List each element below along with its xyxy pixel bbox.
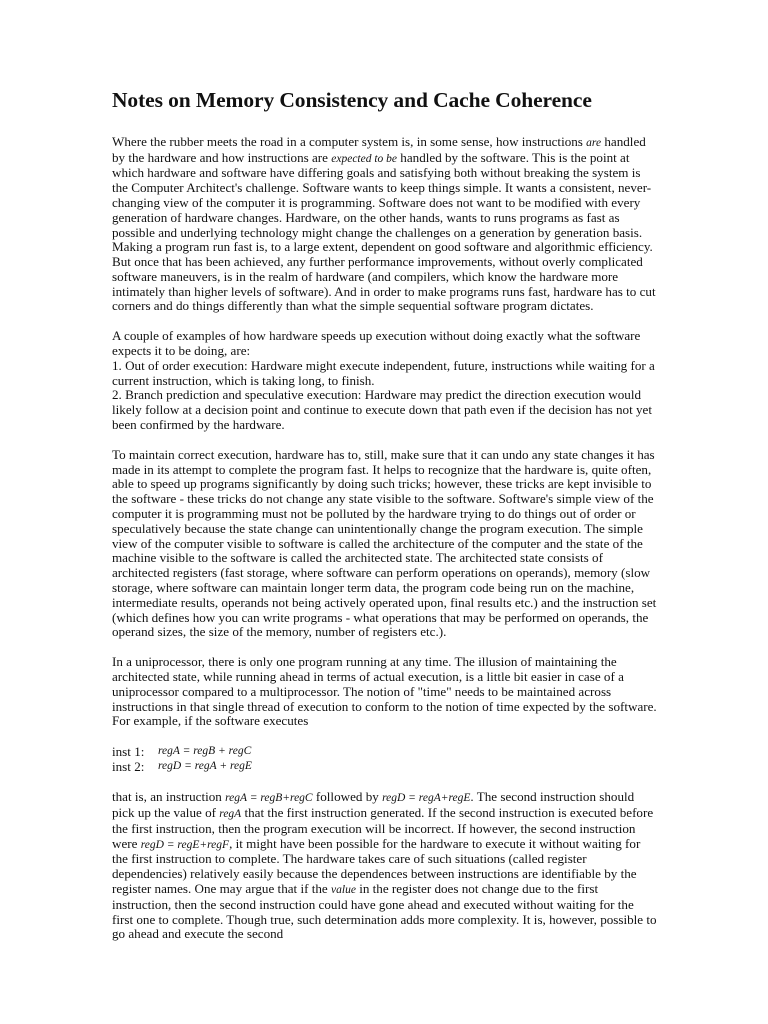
- code-expression: regA = regB + regC: [158, 745, 252, 758]
- text-span: . The second instruction should pick up the value of: [112, 789, 635, 820]
- text-span: , it might have been possible for the hardware to execute it without waiting for the first instruction to complete. The hardware takes care of such situations (called register dependencies) relatively easily because the dependences between instructions are identifiable by the register names. One may argue that if the: [112, 835, 641, 896]
- inline-expression: regA: [219, 808, 242, 820]
- inline-expression: regD = regE+regF: [140, 838, 230, 851]
- emphasis-are: are: [586, 136, 602, 149]
- text-span: in the register does not change due to the first instruction, then the second instruction could have gone ahead and executed without waiting for the first one to complete. Though true, such determination adds more complexity. It is, however, possible to go ahead and execute the second: [112, 880, 657, 942]
- inline-expression: regA = regB+regC: [225, 792, 313, 805]
- paragraph-uniprocessor: In a uniprocessor, there is only one program running at any time. The illusion of maintaining the architected state, while running ahead in terms of actual execution, is a little bit easier in case of a uniprocessor compared to a multiprocessor. The notion of "time" needs to be maintained across instructions in that single thread of execution to conform to the notion of time expected by the software. For example, if the software executes: [112, 654, 657, 729]
- text-span: handled by the hardware and how instructions are: [112, 133, 646, 165]
- inline-expression: regD = regA+regE: [382, 792, 471, 805]
- code-line: [112, 744, 728, 759]
- text-span: that the first instruction generated. If the second instruction is executed before the first instruction, then the program execution will be incorrect. If however, the second instruction were: [112, 805, 654, 851]
- emphasis-expected: expected to be: [331, 152, 398, 165]
- text-span: Where the rubber meets the road in a computer system is, in some sense, how instructions: [112, 133, 587, 149]
- code-block: [112, 744, 728, 774]
- code-line: [112, 759, 728, 774]
- paragraph-dependencies: [112, 790, 657, 942]
- text-span: that is, an instruction: [112, 789, 226, 805]
- paragraph-examples: [112, 329, 657, 433]
- page-title: Notes on Memory Consistency and Cache Coherence: [112, 88, 592, 112]
- paragraph-architected-state: To maintain correct execution, hardware has to, still, make sure that it can undo any state changes it has made in its attempt to complete the program fast. It helps to recognize that the hardware is, quite often, able to speed up programs significantly by doing such tricks; however, these tricks are kept invisible to the software - these tricks do not change any state visible to the software. Software's simple view of the computer it is programming must not be polluted by the hardware trying to do things out of order or speculatively because the state change can unintentionally change the program execution. The simple view of the computer visible to software is called the architecture of the computer and the state of the machine visible to the software is called the architected state. The architected state consists of architected registers (fast storage, where software can perform operations on operands), memory (slow storage, where software can maintain longer term data, the program code being run on the machine, intermediate results, operands not being actively operated upon, final results etc.) and the instruction set (which defines how you can write programs - what operations that may be performed on operands, the operand sizes, the size of the memory, number of registers etc.).: [112, 446, 657, 640]
- text-span: followed by: [312, 789, 383, 805]
- code-expression: regD = regA + regE: [158, 760, 252, 773]
- code-label: inst 2:: [112, 759, 145, 775]
- paragraph-intro: [112, 135, 657, 315]
- code-label: inst 1:: [112, 744, 145, 760]
- emphasis-value: value: [331, 883, 356, 896]
- text-span: handled by the software. This is the point at which hardware and software have differing goals and satisfying both without breaking the system is the Computer Architect's challenge. Software wants to keep things simple. It wants a consistent, never-changing view of the computer it is programming. Software does not want to be modified with every generation of hardware changes. Hardware, on the other hands, wants to runs programs as fast as possible and underlying technology might change the challenges on a generation by generation basis. Making a program run fast is, to a large extent, dependent on good software and algorithmic efficiency. But once that has been achieved, any further performance improvements, without overly complicated software maneuvers, is in the realm of hardware (and compilers, which know the hardware more intimately than higher levels of software). And in order to make programs runs fast, hardware has to cut corners and do things differently than what the simple sequential software program dictates.: [112, 149, 656, 314]
- examples-intro: A couple of examples of how hardware speeds up execution without doing exactly what the software expects it to be doing, are:: [112, 328, 641, 359]
- list-item-2: 2. Branch prediction and speculative execution: Hardware may predict the direction execution would likely follow at a decision point and continue to execute down that path even if the decision has not yet been confirmed by the hardware.: [112, 387, 652, 433]
- list-item-1: 1. Out of order execution: Hardware might execute independent, future, instructions while waiting for a current instruction, which is taking long, to finish.: [112, 357, 655, 388]
